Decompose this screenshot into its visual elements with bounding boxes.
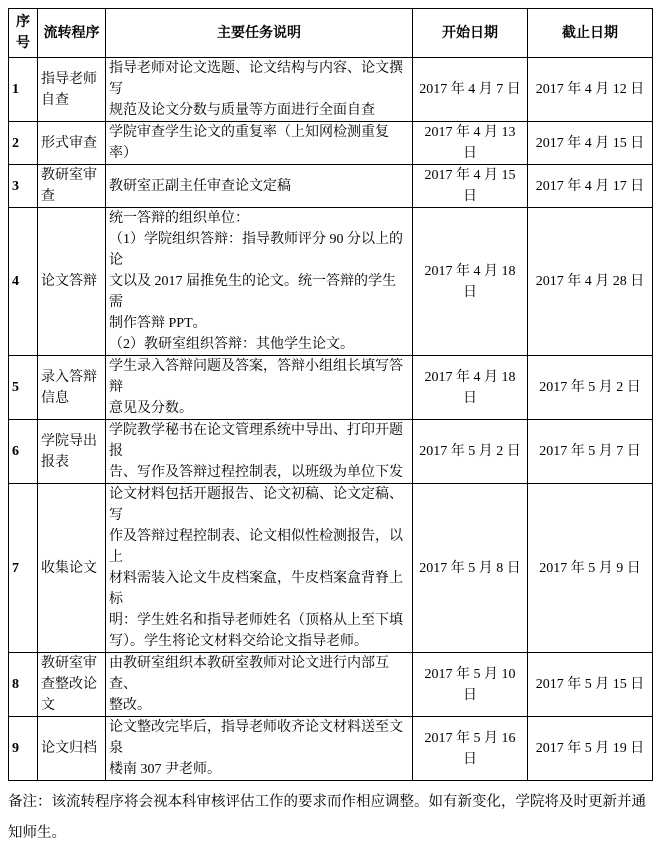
description-line: 规范及论文分数与质量等方面进行全面自查 — [109, 103, 375, 118]
end-date: 2017 年 5 月 2 日 — [528, 356, 653, 420]
start-date: 2017 年 4 月 18 日 — [413, 208, 528, 356]
end-date: 2017 年 5 月 15 日 — [528, 653, 653, 717]
table-row — [9, 208, 653, 356]
process-name: 形式审查 — [38, 122, 106, 165]
header-row — [9, 9, 653, 58]
table-row — [9, 717, 653, 781]
description-line: 明：学生姓名和指导老师姓名（顶格从上至下填 — [109, 613, 403, 628]
task-description — [106, 420, 413, 484]
description-line: 统一答辩的组织单位： — [109, 211, 249, 226]
header-no: 序号 — [9, 9, 38, 58]
task-description — [106, 208, 413, 356]
description-line: （2）教研室组织答辩：其他学生论文。 — [109, 337, 354, 352]
task-description — [106, 165, 413, 208]
description-line: 写）。学生将论文材料交给论文指导老师。 — [109, 634, 368, 649]
end-date: 2017 年 4 月 28 日 — [528, 208, 653, 356]
start-date: 2017 年 5 月 16 日 — [413, 717, 528, 781]
end-date: 2017 年 4 月 17 日 — [528, 165, 653, 208]
description-line: 意见及分数。 — [109, 401, 193, 416]
start-date: 2017 年 4 月 18 日 — [413, 356, 528, 420]
description-line: 文以及 2017 届推免生的论文。统一答辩的学生需 — [109, 274, 396, 310]
header-desc: 主要任务说明 — [106, 9, 413, 58]
description-line: 论文整改完毕后，指导老师收齐论文材料送至文泉 — [109, 720, 403, 756]
row-number: 5 — [9, 356, 38, 420]
process-schedule-table — [8, 8, 653, 781]
table-row — [9, 356, 653, 420]
task-description — [106, 484, 413, 653]
description-line: （1）学院组织答辩：指导教师评分 90 分以上的论 — [109, 232, 403, 268]
table-row — [9, 484, 653, 653]
description-line: 学生录入答辩问题及答案，答辩小组组长填写答辩 — [109, 359, 403, 395]
start-date: 2017 年 4 月 7 日 — [413, 58, 528, 122]
description-line: 由教研室组织本教研室教师对论文进行内部互查、 — [109, 656, 389, 692]
row-number: 8 — [9, 653, 38, 717]
description-line: 作及答辩过程控制表、论文相似性检测报告，以上 — [109, 529, 403, 565]
header-end: 截止日期 — [528, 9, 653, 58]
task-description — [106, 653, 413, 717]
row-number: 1 — [9, 58, 38, 122]
start-date: 2017 年 5 月 2 日 — [413, 420, 528, 484]
description-line: 教研室正副主任审查论文定稿 — [109, 178, 291, 194]
task-description — [106, 122, 413, 165]
task-description — [106, 356, 413, 420]
end-date: 2017 年 5 月 19 日 — [528, 717, 653, 781]
task-description — [106, 717, 413, 781]
description-line: 材料需装入论文牛皮档案盒，牛皮档案盒背脊上标 — [109, 571, 403, 607]
process-name: 学院导出报表 — [38, 420, 106, 484]
table-row — [9, 122, 653, 165]
row-number: 9 — [9, 717, 38, 781]
footnote: 备注：该流转程序将会视本科审核评估工作的要求而作相应调整。如有新变化，学院将及时更新并通知师生。 — [8, 794, 646, 841]
header-process: 流转程序 — [38, 9, 106, 58]
description-line: 楼南 307 尹老师。 — [109, 762, 221, 777]
process-name: 录入答辩信息 — [38, 356, 106, 420]
end-date: 2017 年 4 月 12 日 — [528, 58, 653, 122]
table-row — [9, 165, 653, 208]
table-row — [9, 420, 653, 484]
row-number: 3 — [9, 165, 38, 208]
end-date: 2017 年 5 月 9 日 — [528, 484, 653, 653]
process-name: 教研室审查整改论文 — [38, 653, 106, 717]
description-line: 整改。 — [109, 698, 151, 713]
end-date: 2017 年 5 月 7 日 — [528, 420, 653, 484]
row-number: 4 — [9, 208, 38, 356]
process-name: 论文归档 — [38, 717, 106, 781]
description-line: 学院教学秘书在论文管理系统中导出、打印开题报 — [109, 423, 403, 459]
start-date: 2017 年 5 月 10 日 — [413, 653, 528, 717]
description-line: 告、写作及答辩过程控制表，以班级为单位下发 — [109, 465, 403, 480]
process-name: 指导老师自查 — [38, 58, 106, 122]
table-row — [9, 653, 653, 717]
end-date: 2017 年 4 月 15 日 — [528, 122, 653, 165]
process-name: 收集论文 — [38, 484, 106, 653]
description-line: 指导老师对论文选题、论文结构与内容、论文撰写 — [109, 61, 403, 97]
row-number: 7 — [9, 484, 38, 653]
description-line: 学院审查学生论文的重复率（上知网检测重复率） — [109, 125, 389, 161]
start-date: 2017 年 5 月 8 日 — [413, 484, 528, 653]
process-name: 教研室审查 — [38, 165, 106, 208]
row-number: 6 — [9, 420, 38, 484]
task-description — [106, 58, 413, 122]
start-date: 2017 年 4 月 15 日 — [413, 165, 528, 208]
process-name: 论文答辩 — [38, 208, 106, 356]
header-start: 开始日期 — [413, 9, 528, 58]
start-date: 2017 年 4 月 13 日 — [413, 122, 528, 165]
row-number: 2 — [9, 122, 38, 165]
description-line: 论文材料包括开题报告、论文初稿、论文定稿、写 — [109, 487, 403, 523]
description-line: 制作答辩 PPT。 — [109, 316, 207, 331]
table-row — [9, 58, 653, 122]
